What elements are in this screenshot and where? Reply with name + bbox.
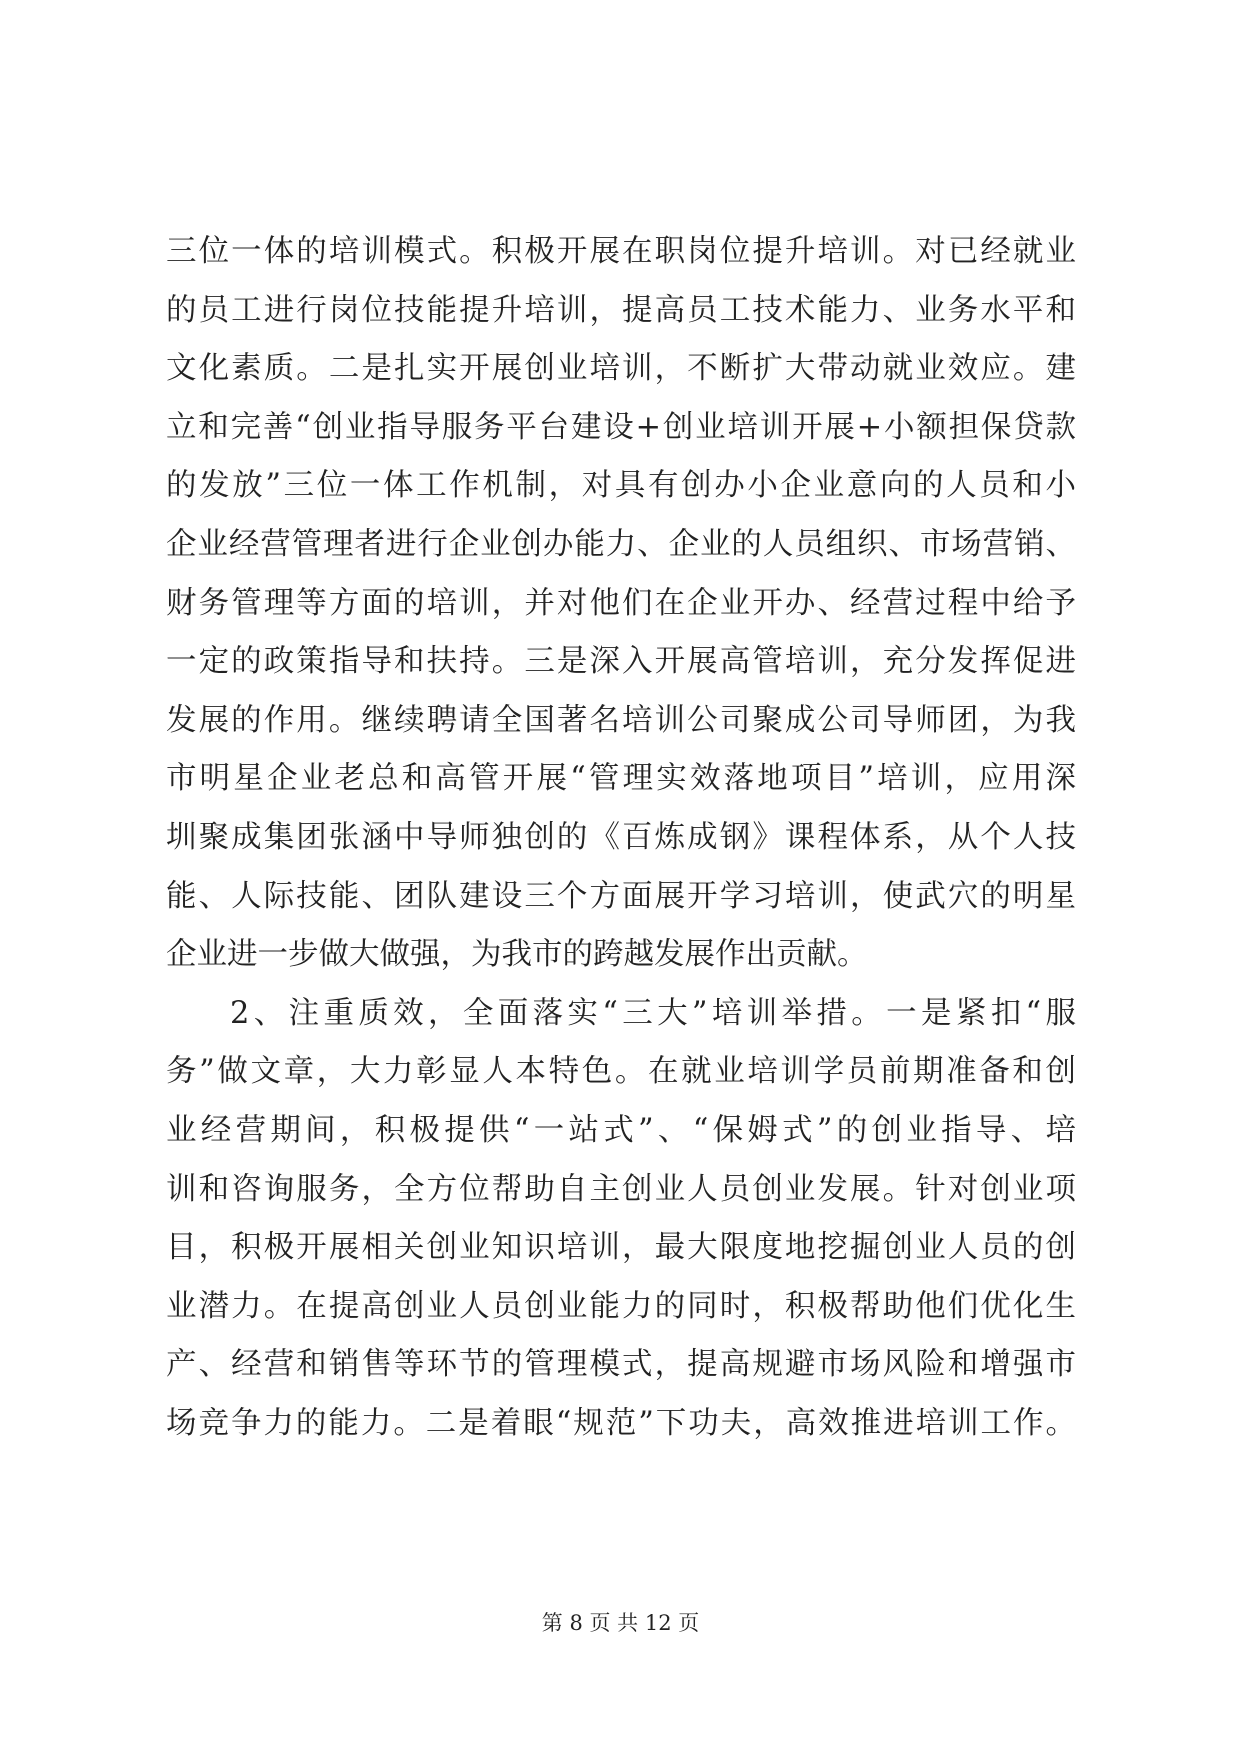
text-line: 业经营期间，积极提供“一站式”、“保姆式”的创业指导、培 <box>166 1112 1076 1148</box>
text-line: 圳聚成集团张涵中导师独创的《百炼成钢》课程体系，从个人技 <box>166 819 1076 855</box>
text-line: 发展的作用。继续聘请全国著名培训公司聚成公司导师团，为我 <box>166 702 1076 738</box>
text-line: 产、经营和销售等环节的管理模式，提高规避市场风险和增强市 <box>166 1347 1076 1383</box>
text-line: 一定的政策指导和扶持。三是深入开展高管培训，充分发挥促进 <box>166 644 1076 680</box>
text-line: 市明星企业老总和高管开展“管理实效落地项目”培训，应用深 <box>166 761 1076 797</box>
text-line: 企业经营管理者进行企业创办能力、企业的人员组织、市场营销、 <box>166 526 1076 562</box>
text-line: 文化素质。二是扎实开展创业培训，不断扩大带动就业效应。建 <box>166 351 1076 387</box>
text-line: 训和咨询服务，全方位帮助自主创业人员创业发展。针对创业项 <box>166 1171 1076 1207</box>
text-line: 能、人际技能、团队建设三个方面展开学习培训，使武穴的明星 <box>166 878 1076 914</box>
text-line: 业潜力。在提高创业人员创业能力的同时，积极帮助他们优化生 <box>166 1288 1076 1324</box>
text-line: 2、注重质效，全面落实“三大”培训举措。一是紧扣“服 <box>230 995 1076 1031</box>
text-line: 财务管理等方面的培训，并对他们在企业开办、经营过程中给予 <box>166 585 1076 621</box>
body-text <box>166 234 1076 1467</box>
text-line: 场竞争力的能力。二是着眼“规范”下功夫，高效推进培训工作。 <box>166 1405 1076 1441</box>
text-line: 三位一体的培训模式。积极开展在职岗位提升培训。对已经就业 <box>166 234 1076 269</box>
text-line: 立和完善“创业指导服务平台建设+创业培训开展+小额担保贷款 <box>166 409 1076 445</box>
page-footer: 第 8 页 共 12 页 <box>541 1611 700 1635</box>
text-line: 务”做文章，大力彰显人本特色。在就业培训学员前期准备和创 <box>166 1054 1076 1090</box>
text-line: 的员工进行岗位技能提升培训，提高员工技术能力、业务水平和 <box>166 292 1076 328</box>
text-line: 目，积极开展相关创业知识培训，最大限度地挖掘创业人员的创 <box>166 1230 1076 1266</box>
text-line: 企业进一步做大做强，为我市的跨越发展作出贡献。 <box>166 937 868 973</box>
text-line: 的发放”三位一体工作机制，对具有创办小企业意向的人员和小 <box>166 468 1076 504</box>
